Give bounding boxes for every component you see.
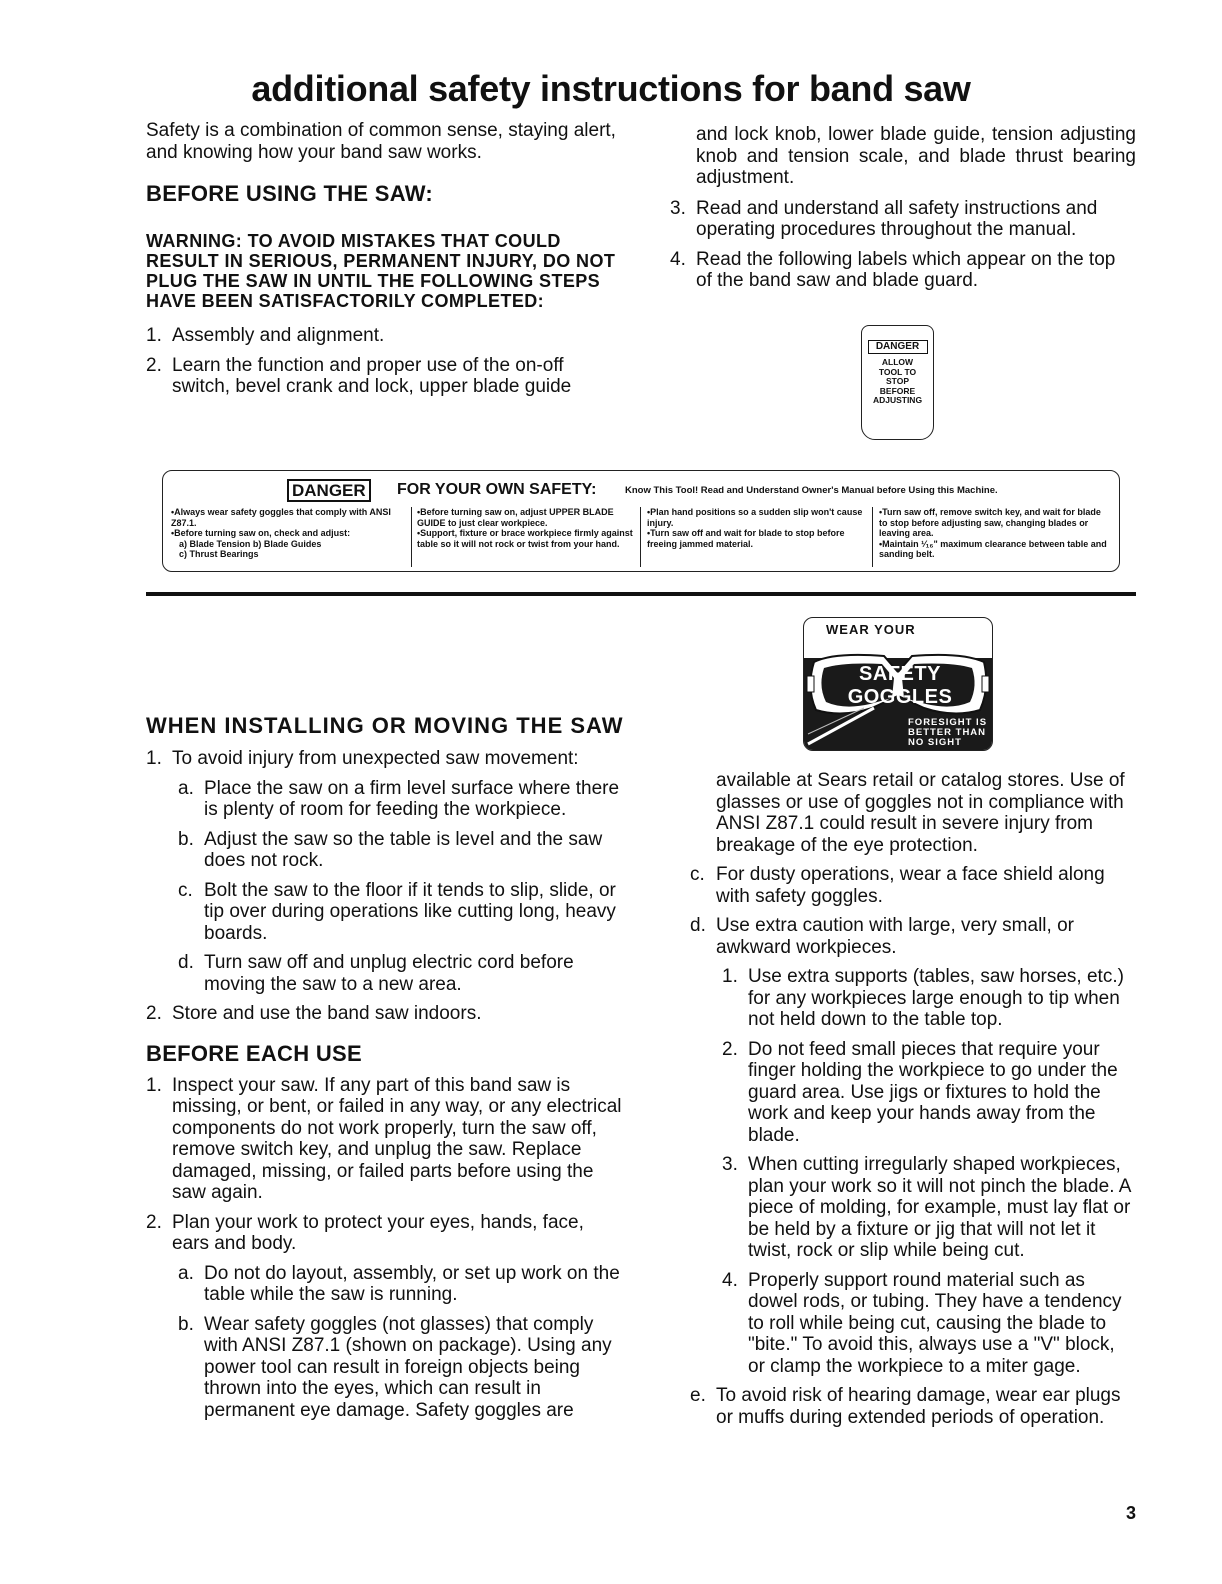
list-item: c. Bolt the saw to the floor if it tends to slip, slide, or tip over during operations like cutting long, heavy boards. [178,879,616,944]
list-item: 1. Inspect your saw. If any part of this band saw is missing, or bent, or failed in any way, or any electrical components do not work properly, turn the saw off, remove switch key, and unplug the saw. Replace damaged, missing, or failed parts before using the saw again. [146,1074,622,1203]
warning-text: WARNING: TO AVOID MISTAKES THAT COULD RESULT IN SERIOUS, PERMANENT INJURY, DO NOT PLUG THE SAW IN UNTIL THE FOLLOWING STEPS HAVE BEEN SATISFACTORILY COMPLETED: [146,231,616,311]
list-item: 2. Store and use the band saw indoors. [146,1003,482,1024]
left-column-top [146,120,616,406]
before-each-use-list [146,1075,624,1422]
list-item: 2. Do not feed small pieces that require your finger holding the workpiece to go under the guard area. Use jigs or fixtures to hold the work and keep your hands away from the blade. [722,1038,1118,1146]
label-column-2: •Before turning saw on, adjust UPPER BLADE GUIDE to just clear workpiece. •Support, fixture or brace workpiece firmly against table so it will not rock or twist from your hand. [417,507,633,549]
for-your-safety: FOR YOUR OWN SAFETY: [397,481,597,498]
wear-your-text: WEAR YOUR [826,622,916,637]
section-divider [146,592,1136,596]
list-item: e. To avoid risk of hearing damage, wear ear plugs or muffs during extended periods of operation. [690,1385,1121,1428]
know-this-tool: Know This Tool! Read and Understand Owner's Manual before Using this Machine. [625,485,998,496]
before-using-list [146,325,616,398]
left-column-bottom [146,714,624,1429]
right-bottom-list [690,864,1136,1428]
danger-safety-label [162,470,1120,572]
list-item: c. For dusty operations, wear a face shield along with safety goggles. [690,864,1105,907]
intro-paragraph: Safety is a combination of common sense, staying alert, and knowing how your band saw works. [146,120,616,163]
list-item: d. Turn saw off and unplug electric cord before moving the saw to a new area. [178,952,574,995]
list-item: b. Wear safety goggles (not glasses) that comply with ANSI Z87.1 (shown on package). Using any power tool can result in foreign objects being thrown into the eyes, which can result in permanent eye damage. Safety goggles are [178,1313,612,1421]
right-column-top [670,124,1136,300]
list-item: b. Adjust the saw so the table is level and the saw does not rock. [178,828,603,871]
page-number: 3 [1125,1503,1136,1523]
installing-list [146,748,624,1025]
list-item: 3. When cutting irregularly shaped workpieces, plan your work so it will not pinch the blade. A piece of molding, for example, must lay flat or be held by a fixture or jig that will not let it twist, rock or slip while being cut. [722,1154,1131,1261]
list-item: 1. Assembly and alignment. [146,325,385,346]
list-item: a. Do not do layout, assembly, or set up work on the table while the saw is running. [178,1262,620,1305]
list-item: 3. Read and understand all safety instructions and operating procedures throughout the manual. [670,197,1098,240]
before-using-heading: BEFORE USING THE SAW: [146,181,434,206]
label-divider [411,507,412,567]
goggles-brand-text: SAFETY GOGGLES [847,663,953,708]
before-each-use-heading: BEFORE EACH USE [146,1040,362,1066]
list-item: 1. Use extra supports (tables, saw horses, etc.) for any workpieces large enough to tip when not held down to the table top. [722,966,1124,1030]
label-column-3: •Plan hand positions so a sudden slip won't cause injury. •Turn saw off and wait for blade to stop before freeing jammed material. [647,507,863,549]
list-item: 2. Learn the function and proper use of the on-off switch, bevel crank and lock, upper blade guide [146,354,572,397]
list-item: 1. To avoid injury from unexpected saw movement: [146,748,579,769]
label-column-4: •Turn saw off, remove switch key, and wait for blade to stop before adjusting saw, changing blades or leaving area. •Maintain ¹⁄₁₆" maximum clearance between table and sanding belt. [879,507,1107,559]
goggles-slogan: FORESIGHT IS BETTER THAN NO SIGHT [908,717,988,748]
label-column-1: •Always wear safety goggles that comply with ANSI Z87.1. •Before turning saw on, check and adjust: a) Blade Tension b) Blade Guides c) Thrust Bearings [171,507,391,559]
label-divider [872,507,873,567]
danger-tag-text: ALLOW TOOL TO STOP BEFORE ADJUSTING [872,357,923,405]
danger-badge: DANGER [287,479,371,502]
list-item: 4. Properly support round material such as dowel rods, or tubing. They have a tendency to roll while being cut, causing the blade to "bite." To avoid this, always use a "V" block, or clamp the workpiece to a miter gage. [722,1269,1122,1377]
continuation-paragraph: and lock knob, lower blade guide, tension adjusting knob and tension scale, and blade thrust bearing adjustment. [696,124,1136,188]
danger-tag-header: DANGER [868,340,928,354]
safety-goggles-label [803,617,993,751]
continuation-paragraph: available at Sears retail or catalog stores. Use of glasses or use of goggles not in compliance with ANSI Z87.1 could result in severe injury from breakage of the eye protection. [716,770,1125,856]
list-item: 2. Plan your work to protect your eyes, hands, face, ears and body. [146,1211,584,1254]
page-title: additional safety instructions for band saw [251,68,971,109]
right-column-bottom [690,770,1136,1436]
installing-heading: WHEN INSTALLING OR MOVING THE SAW [146,713,624,738]
list-item: d. Use extra caution with large, very small, or awkward workpieces. [690,915,1074,958]
danger-tag-label [861,325,934,440]
list-item: 4. Read the following labels which appear on the top of the band saw and blade guard. [670,248,1116,291]
label-divider [640,507,641,567]
list-item: a. Place the saw on a firm level surface where there is plenty of room for feeding the workpiece. [178,777,620,820]
